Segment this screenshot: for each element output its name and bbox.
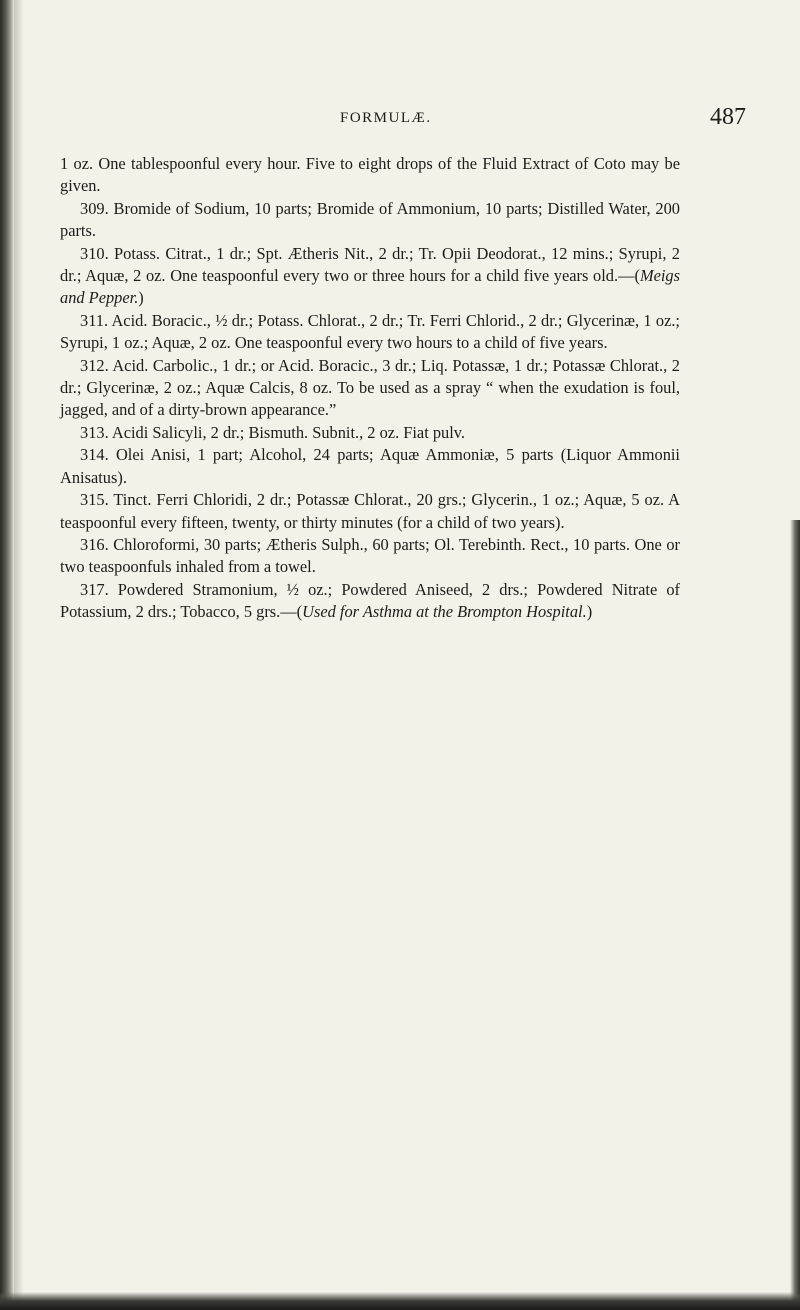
formula-314: 314. Olei Anisi, 1 part; Alcohol, 24 parts; Aquæ Ammoniæ, 5 parts (Liquor Ammonii Anisatus). [60, 445, 680, 487]
formula-309: 309. Bromide of Sodium, 10 parts; Bromide of Ammonium, 10 parts; Distilled Water, 200 parts. [60, 198, 680, 241]
citation-italic: Used for Asthma at the Brompton Hospital. [302, 602, 587, 622]
formula-316: 316. Chloroformi, 30 parts; Ætheris Sulph., 60 parts; Ol. Terebinth. Rect., 10 parts. One or two teaspoonfuls inhaled from a towel. [60, 534, 680, 577]
page-title: FORMULÆ. [340, 110, 432, 126]
formula-313: 313. Acidi Salicyli, 2 dr.; Bismuth. Subnit., 2 oz. Fiat pulv. [80, 422, 466, 442]
page-bottom-edge [0, 1292, 800, 1310]
formula-312: 312. Acid. Carbolic., 1 dr.; or Acid. Boracic., 3 dr.; Liq. Potassæ, 1 dr.; Potassæ Chlorat., 2 dr.; Glycerinæ, 2 oz.; Aquæ Calcis, 8 oz. To be used as a spray “ when the exudation is foul, jagged, and of a dirty-brown appearance.” [60, 355, 680, 420]
formula-315: 315. Tinct. Ferri Chloridi, 2 dr.; Potassæ Chlorat., 20 grs.; Glycerin., 1 oz.; Aquæ, 5 oz. A teaspoonful every fifteen, twenty, or thirty minutes (for a child of two years). [60, 490, 680, 532]
running-head [60, 104, 760, 134]
citation-italic: Meigs and Pepper. [60, 266, 680, 308]
page-binding-edge [0, 0, 14, 1310]
formula-317: 317. Powdered Stramonium, ½ oz.; Powdered Aniseed, 2 drs.; Powdered Nitrate of Potassium, 2 drs.; Tobacco, 5 grs.—(Used for Asthma at the Brompton Hospital.) [60, 579, 680, 622]
page-number: 487 [710, 104, 746, 130]
paragraph-continuation: 1 oz. One tablespoonful every hour. Five to eight drops of the Fluid Extract of Coto may be given. [60, 154, 680, 196]
formula-310: 310. Potass. Citrat., 1 dr.; Spt. Ætheris Nit., 2 dr.; Tr. Opii Deodorat., 12 mins.; Syrupi, 2 dr.; Aquæ, 2 oz. One teaspoonful every two or three hours for a child five years old.—(Meigs and Pepper.) [60, 243, 680, 308]
formula-311: 311. Acid. Boracic., ½ dr.; Potass. Chlorat., 2 dr.; Tr. Ferri Chlorid., 2 dr.; Glycerinæ, 1 oz.; Syrupi, 1 oz.; Aquæ, 2 oz. One teaspoonful every two hours to a child of five years. [60, 310, 680, 353]
formulae-text [60, 153, 680, 624]
page-right-edge [790, 520, 800, 1310]
gutter-shadow [14, 0, 24, 1310]
